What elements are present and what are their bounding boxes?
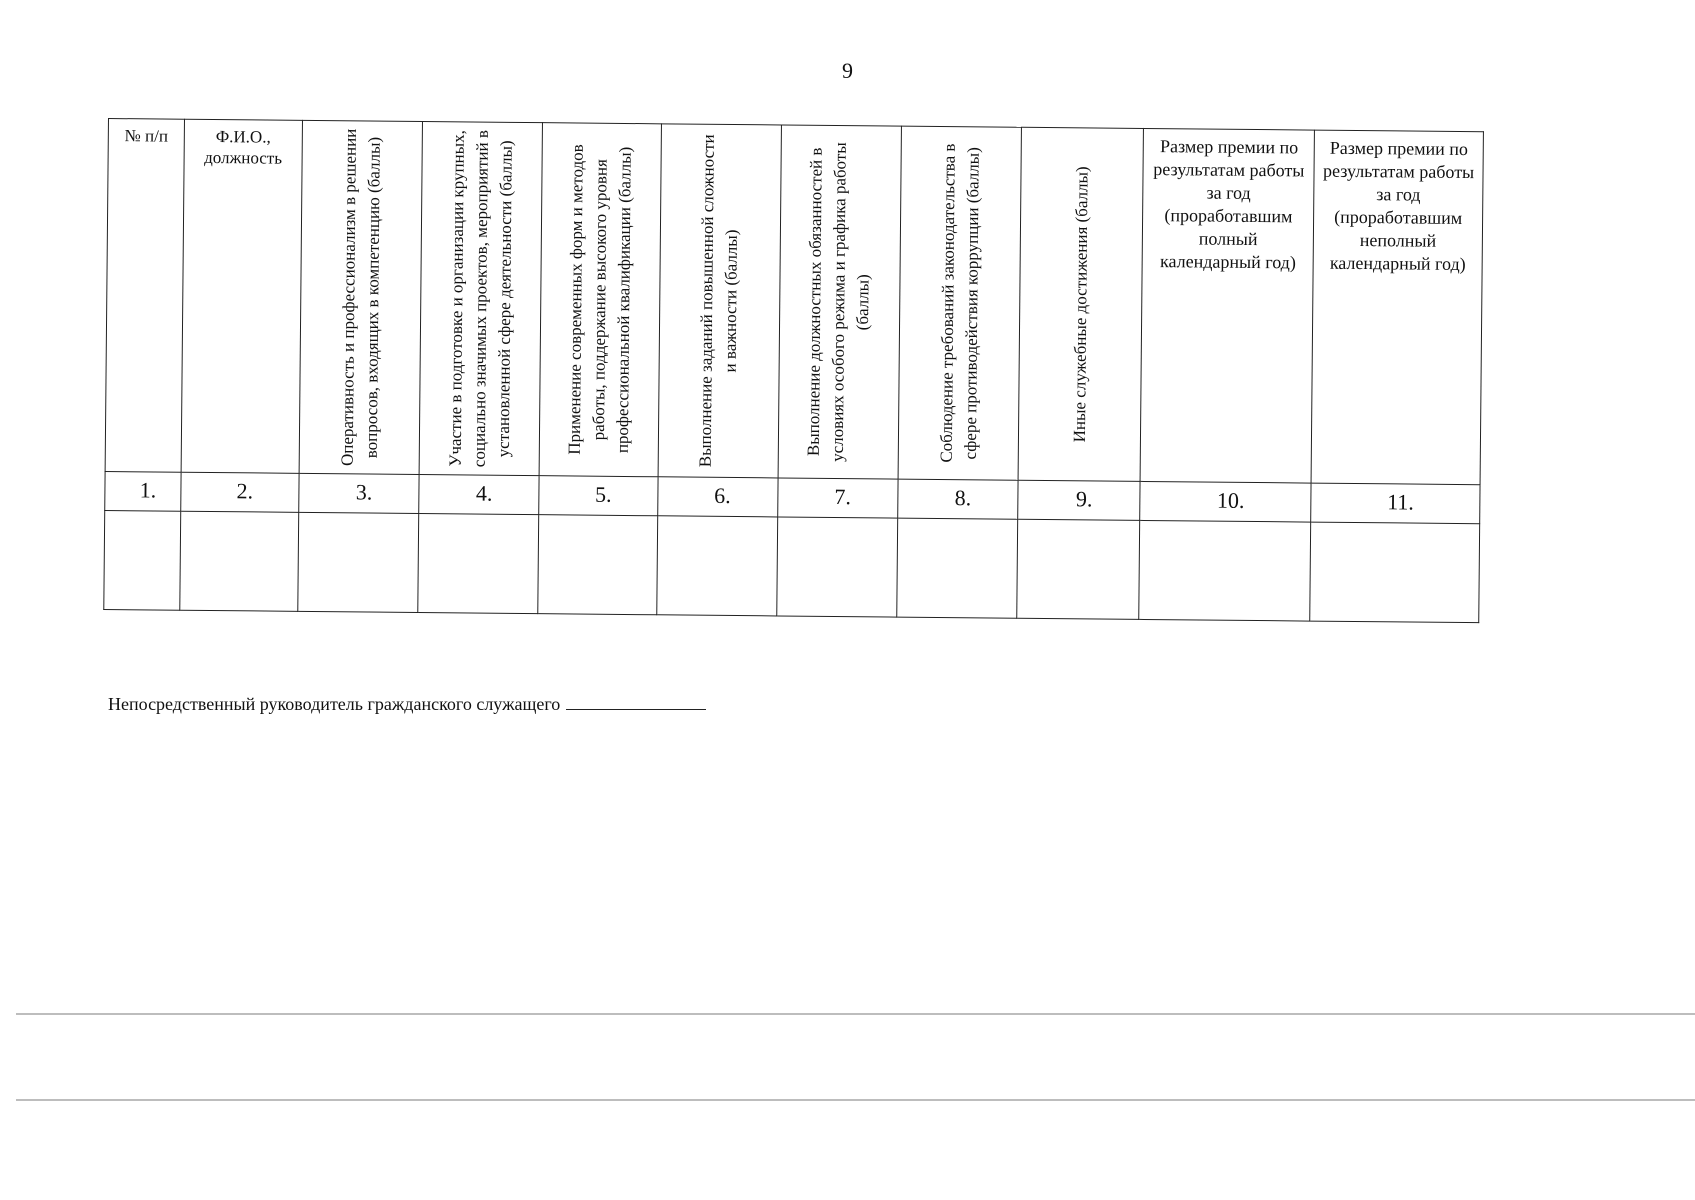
header-cell-efficiency — [299, 120, 423, 474]
header-text: Оперативность и профессионализм в решении вопросов, входящих в компетенцию (баллы) — [337, 128, 384, 467]
header-cell-projects — [419, 122, 543, 476]
header-text: Размер премии по результатам работы за год (проработавшим полный календарный год) — [1153, 136, 1305, 273]
column-number: 3. — [299, 473, 420, 513]
header-text: Применение современных форм и методов работы, поддержание высокого уровня профессиональной квалификации (баллы) — [564, 144, 635, 455]
header-text: Участие в подготовке и организации крупных, социально значимых проектов, мероприятий в установленной сфере деятельности (баллы) — [445, 129, 516, 468]
column-number: 7. — [777, 478, 898, 518]
supervisor-signature-line — [108, 694, 706, 715]
column-number: 6. — [657, 477, 778, 517]
signature-blank[interactable] — [566, 695, 706, 710]
page-divider — [16, 1099, 1695, 1101]
header-cell-bonus-partial-year — [1311, 130, 1483, 485]
assessment-table — [103, 118, 1484, 623]
header-text: № п/п — [124, 126, 169, 146]
data-cell[interactable] — [418, 514, 539, 614]
header-cell-name — [181, 119, 302, 473]
data-cell[interactable] — [897, 518, 1018, 618]
header-text: Иные служебные достижения (баллы) — [1069, 166, 1092, 443]
data-cell[interactable] — [776, 517, 897, 617]
data-cell[interactable] — [656, 516, 777, 616]
header-text: Размер премии по результатам работы за год (проработавшим неполный календарный год) — [1323, 137, 1475, 275]
assessment-table-wrapper — [103, 118, 1484, 623]
column-number: 11. — [1311, 483, 1480, 524]
header-cell-methods — [539, 123, 660, 477]
header-row — [105, 119, 1483, 485]
data-cell[interactable] — [1139, 520, 1311, 621]
column-number: 4. — [419, 475, 540, 515]
column-number: 1. — [105, 471, 181, 511]
header-cell-bonus-full-year — [1140, 128, 1314, 483]
header-cell-complex-tasks — [658, 124, 782, 478]
page-divider — [16, 1013, 1695, 1015]
header-text: Соблюдение требований законодательства в сфере противодействия коррупции (баллы) — [936, 143, 983, 463]
column-number: 2. — [181, 472, 299, 512]
supervisor-label: Непосредственный руководитель гражданского служащего — [108, 694, 561, 714]
header-cell-other-achievements — [1018, 127, 1144, 481]
header-text: Выполнение должностных обязанностей в условиях особого режима и графика работы (баллы) — [804, 142, 873, 462]
data-cell[interactable] — [180, 511, 299, 611]
column-number: 10. — [1140, 481, 1311, 522]
data-cell[interactable] — [538, 515, 657, 615]
column-number: 9. — [1018, 480, 1141, 520]
page-number: 9 — [842, 58, 853, 83]
header-text: Выполнение заданий повышенной сложности и важности (баллы) — [695, 134, 742, 468]
header-cell-number — [105, 119, 184, 473]
data-cell[interactable] — [1310, 522, 1480, 623]
header-cell-anticorruption — [898, 126, 1022, 480]
header-cell-special-regime — [778, 125, 902, 479]
column-number: 5. — [539, 476, 657, 516]
empty-data-row — [104, 510, 1480, 622]
header-text: Ф.И.О., должность — [204, 127, 283, 168]
data-cell[interactable] — [104, 510, 181, 610]
column-number: 8. — [898, 479, 1019, 519]
data-cell[interactable] — [298, 512, 419, 612]
data-cell[interactable] — [1017, 519, 1140, 619]
